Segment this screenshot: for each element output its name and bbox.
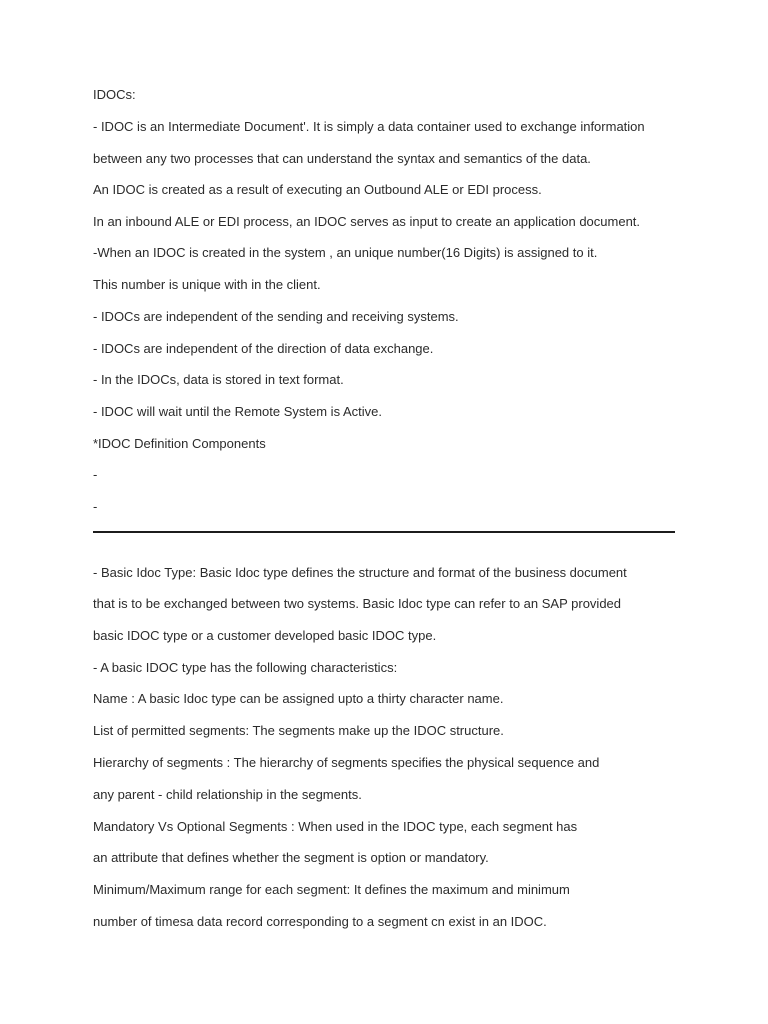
- text-line: -When an IDOC is created in the system , an unique number(16 Digits) is assigned to it.: [93, 245, 598, 260]
- text-line: any parent - child relationship in the segments.: [93, 787, 362, 802]
- text-line: This number is unique with in the client.: [93, 277, 321, 292]
- text-line: Minimum/Maximum range for each segment: It defines the maximum and minimum: [93, 882, 570, 897]
- text-line: An IDOC is created as a result of executing an Outbound ALE or EDI process.: [93, 182, 542, 197]
- text-line: number of timesa data record corresponding to a segment cn exist in an IDOC.: [93, 914, 547, 929]
- subheading-definition-components: *IDOC Definition Components: [93, 436, 266, 451]
- text-line: that is to be exchanged between two systems. Basic Idoc type can refer to an SAP provided: [93, 596, 622, 611]
- text-line: Name : A basic Idoc type can be assigned upto a thirty character name.: [93, 691, 504, 706]
- dash-line: -: [93, 499, 98, 514]
- text-line: Mandatory Vs Optional Segments : When used in the IDOC type, each segment has: [93, 819, 578, 834]
- text-line: - IDOC is an Intermediate Document'. It is simply a data container used to exchange information: [93, 119, 645, 134]
- text-line: - IDOC will wait until the Remote System is Active.: [93, 404, 382, 419]
- text-line: between any two processes that can understand the syntax and semantics of the data.: [93, 151, 591, 166]
- text-line: Hierarchy of segments : The hierarchy of segments specifies the physical sequence and: [93, 755, 600, 770]
- text-line: - In the IDOCs, data is stored in text format.: [93, 372, 344, 387]
- text-line: - Basic Idoc Type: Basic Idoc type defines the structure and format of the business document: [93, 565, 627, 580]
- text-line: - A basic IDOC type has the following characteristics:: [93, 660, 398, 675]
- horizontal-divider: [93, 531, 675, 533]
- text-line: List of permitted segments: The segments make up the IDOC structure.: [93, 723, 504, 738]
- text-line: In an inbound ALE or EDI process, an IDOC serves as input to create an application document.: [93, 214, 641, 229]
- heading-idocs: IDOCs:: [93, 87, 136, 102]
- text-line: basic IDOC type or a customer developed basic IDOC type.: [93, 628, 437, 643]
- text-line: - IDOCs are independent of the sending and receiving systems.: [93, 309, 459, 324]
- text-line: - IDOCs are independent of the direction of data exchange.: [93, 341, 434, 356]
- dash-line: -: [93, 467, 98, 482]
- text-line: an attribute that defines whether the segment is option or mandatory.: [93, 850, 489, 865]
